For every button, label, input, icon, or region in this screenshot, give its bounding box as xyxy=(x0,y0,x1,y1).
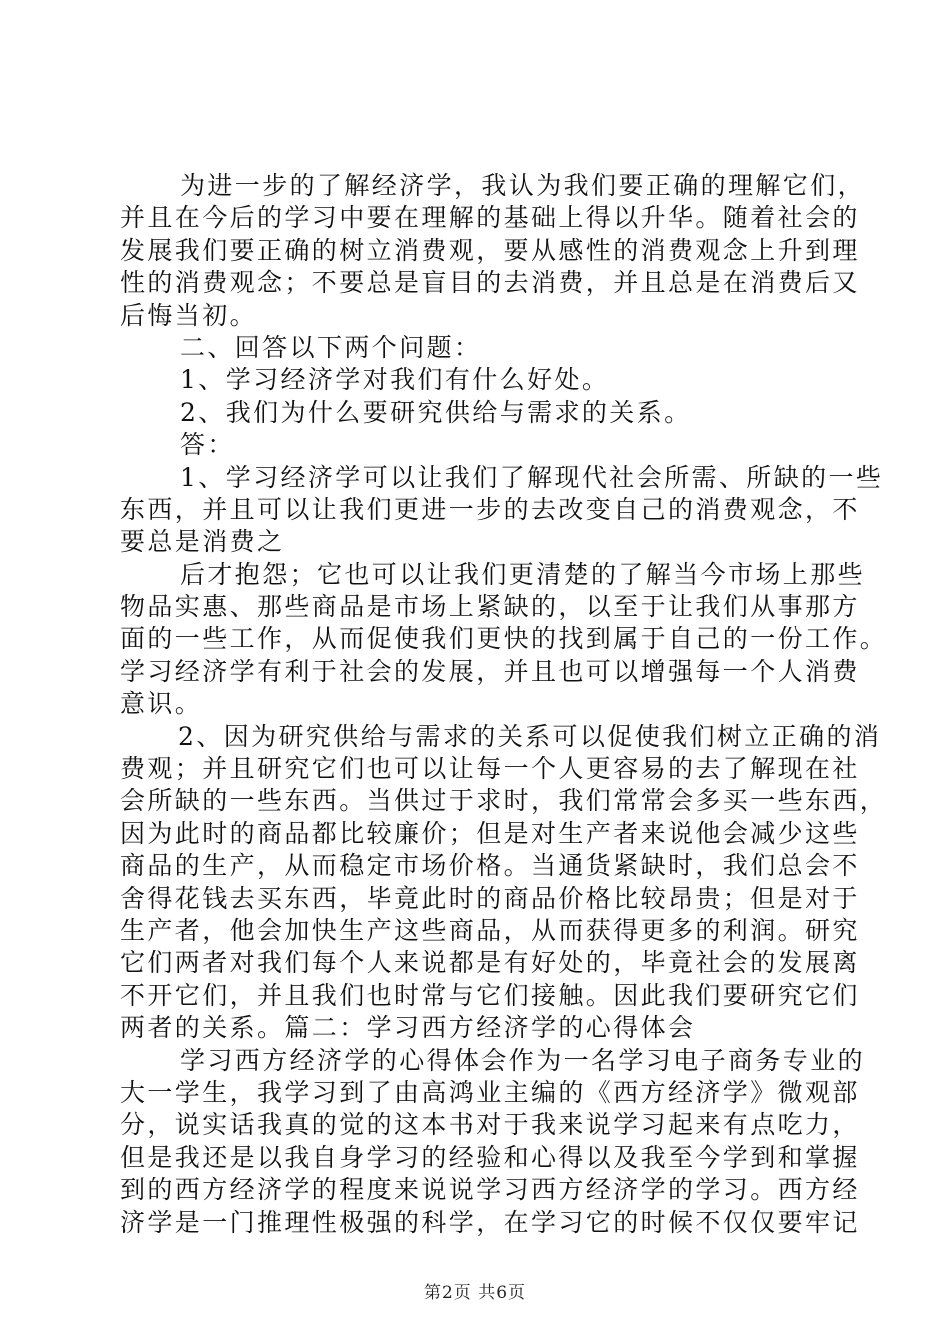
text-line: 为进一步的了解经济学，我认为我们要正确的理解它们， xyxy=(180,171,866,200)
text-line: 商品的生产，从而稳定市场价格。当通货紧缺时，我们总会不 xyxy=(120,851,860,881)
text-line: 大一学生，我学习到了由高鸿业主编的《西方经济学》微观部 xyxy=(120,1077,860,1107)
text-line: 要总是消费之 xyxy=(120,527,285,557)
text-line: 性的消费观念；不要总是盲目的去消费，并且总是在消费后又 xyxy=(120,268,860,298)
text-line: 后悔当初。 xyxy=(120,300,258,330)
text-line: 东西，并且可以让我们更进一步的去改变自己的消费观念，不 xyxy=(120,494,860,524)
page-number-label: 第2页 共6页 xyxy=(423,1283,527,1303)
text-line: 2、因为研究供给与需求的关系可以促使我们树立正确的消 xyxy=(178,721,882,751)
text-line: 发展我们要正确的树立消费观，要从感性的消费观念上升到理 xyxy=(120,235,860,265)
text-line: 因为此时的商品都比较廉价；但是对生产者来说他会减少这些 xyxy=(120,818,860,848)
text-line: 不开它们，并且我们也时常与它们接触。因此我们要研究它们 xyxy=(120,980,860,1010)
question-item: 2、我们为什么要研究供给与需求的关系。 xyxy=(180,397,692,427)
text-line: 意识。 xyxy=(120,689,203,719)
text-line: 会所缺的一些东西。当供过于求时，我们常常会多买一些东西， xyxy=(120,786,888,816)
text-line: 学习西方经济学的心得体会作为一名学习电子商务专业的 xyxy=(180,1045,866,1075)
text-line: 1、学习经济学可以让我们了解现代社会所需、所缺的一些 xyxy=(180,462,884,492)
page-footer xyxy=(0,1278,950,1303)
text-line: 舍得花钱去买东西，毕竟此时的商品价格比较昂贵；但是对于 xyxy=(120,883,860,913)
text-line: 它们两者对我们每个人来说都是有好处的，毕竟社会的发展离 xyxy=(120,948,860,978)
text-line: 但是我还是以我自身学习的经验和心得以及我至今学到和掌握 xyxy=(120,1142,860,1172)
text-line: 分，说实话我真的觉的这本书对于我来说学习起来有点吃力， xyxy=(120,1110,860,1140)
text-line: 学习经济学有利于社会的发展，并且也可以增强每一个人消费 xyxy=(120,656,860,686)
text-line: 济学是一门推理性极强的科学，在学习它的时候不仅仅要牢记 xyxy=(120,1207,860,1237)
text-line: 两者的关系。篇二：学习西方经济学的心得体会 xyxy=(120,1013,696,1043)
text-line: 后才抱怨；它也可以让我们更清楚的了解当今市场上那些 xyxy=(180,559,866,589)
question-item: 1、学习经济学对我们有什么好处。 xyxy=(180,365,610,395)
text-line: 并且在今后的学习中要在理解的基础上得以升华。随着社会的 xyxy=(120,203,860,233)
text-line: 到的西方经济学的程度来说说学习西方经济学的学习。西方经 xyxy=(120,1175,860,1205)
section-heading: 二、回答以下两个问题： xyxy=(180,332,482,362)
document-body xyxy=(120,170,888,1239)
answer-label: 答： xyxy=(180,430,235,460)
text-line: 生产者，他会加快生产这些商品，从而获得更多的利润。研究 xyxy=(120,915,860,945)
text-line: 物品实惠、那些商品是市场上紧缺的，以至于让我们从事那方 xyxy=(120,592,860,622)
text-line: 费观；并且研究它们也可以让每一个人更容易的去了解现在社 xyxy=(120,754,860,784)
text-line: 面的一些工作，从而促使我们更快的找到属于自己的一份工作。 xyxy=(120,624,888,654)
